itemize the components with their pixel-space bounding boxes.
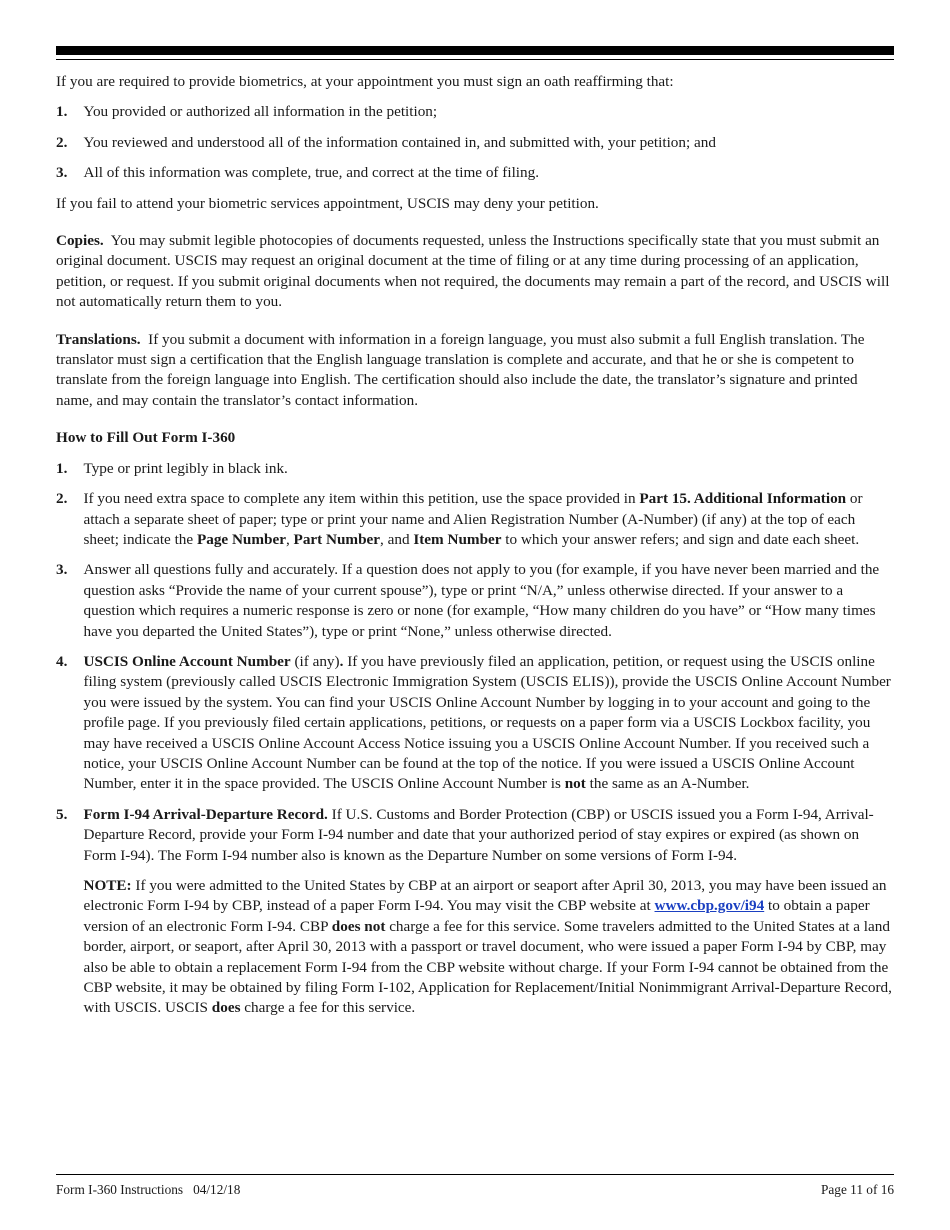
list-item-text: All of this information was complete, true, and correct at the time of filing.	[83, 164, 539, 182]
item-bold-text: not	[564, 775, 586, 793]
item-bold-text: Form I-94 Arrival-Departure Record.	[83, 805, 328, 823]
biometrics-intro: If you are required to provide biometrics, at your appointment you must sign an oath reaffirming that:	[56, 73, 674, 90]
page-footer	[56, 1182, 894, 1198]
header-thin-rule	[56, 59, 894, 60]
item-text: the same as an A-Number.	[585, 775, 750, 793]
item-text: charge a fee for this service. Some travelers admitted to the United States at a land border, airport, or seaport, after April 30, 2013 with a passport or travel document, who were issued a paper Form I-94 by CBP, may also be able to obtain a replacement Form I-94 from the CBP website without charge. If your Form I-94 cannot be obtained from the CBP website, it may be obtained by filing Form I-102, Application for Replacement/Initial Nonimmigrant Arrival-Departure Record, with USCIS. USCIS	[83, 917, 892, 1017]
copies-heading: Copies.	[56, 232, 104, 250]
list-item	[56, 459, 894, 479]
item-text: , and	[380, 530, 414, 548]
list-item-text: Type or print legibly in black ink.	[83, 459, 288, 477]
list-item-number: 4.	[56, 652, 68, 670]
item-text: If U.S. Customs and Border Protection (CBP) or USCIS issued you a Form I-94, Arrival-Departure Record, provide your Form I-94 number and date that your authorized period of stay expires or expired (as shown on Form I-94). The Form I-94 number also is known as the Departure Number on some versions of Form I-94.	[83, 805, 874, 864]
list-item	[56, 560, 894, 642]
cbp-i94-link[interactable]: www.cbp.gov/i94	[654, 897, 765, 915]
list-item-number: 1.	[56, 459, 68, 477]
footer-rule	[56, 1174, 894, 1175]
copies-text: You may submit legible photocopies of documents requested, unless the Instructions specifically state that you must submit an original document. USCIS may request an original document at the time of filing or at any time during processing of an application, petition, or request. If you submit original documents when not required, the documents may remain a part of the record, and USCIS will not automatically return them to you.	[56, 232, 890, 311]
translations-text: If you submit a document with information in a foreign language, you must also submit a full English translation. The translator must sign a certification that the English language translation is complete and accurate, and that he or she is competent to translate from the foreign language into English. The certification should also include the date, the translator’s signature and printed name, and may contain the translator’s contact information.	[56, 330, 865, 409]
item-text: to which your answer refers; and sign and date each sheet.	[501, 530, 860, 548]
i94-paragraph	[84, 805, 895, 866]
list-item	[56, 652, 894, 795]
footer-form-date: 04/12/18	[193, 1182, 241, 1197]
item-bold-text: Page Number	[196, 530, 286, 548]
item-bold-text: Part 15. Additional Information	[639, 490, 847, 508]
item-bold-text: Item Number	[413, 530, 502, 548]
item-text: to obtain a paper version of an electronic Form I-94. CBP	[83, 897, 870, 935]
header-thick-rule	[56, 46, 894, 55]
list-item	[56, 102, 894, 122]
page-content	[56, 72, 894, 1029]
list-item	[56, 163, 894, 183]
list-item-number: 1.	[56, 103, 68, 121]
translations-paragraph	[56, 330, 894, 412]
list-item-text: You reviewed and understood all of the information contained in, and submitted with, your petition; and	[83, 133, 716, 151]
item-text: ,	[285, 530, 294, 548]
list-item-number: 5.	[56, 805, 68, 823]
list-item-number: 3.	[56, 164, 68, 182]
note-label: NOTE:	[83, 877, 132, 894]
item-text: If you need extra space to complete any item within this petition, use the space provided in	[83, 490, 640, 508]
note-paragraph	[84, 876, 895, 1019]
item-bold-text: does	[211, 999, 241, 1017]
biometrics-fail-notice: If you fail to attend your biometric services appointment, USCIS may deny your petition.	[56, 194, 599, 212]
list-item-text: You provided or authorized all information in the petition;	[83, 103, 438, 121]
item-bold-text: Part Number	[293, 530, 381, 548]
list-item	[56, 805, 894, 1019]
list-item	[56, 133, 894, 153]
item-text: If you have previously filed an application, petition, or request using the USCIS online filing system (previously called USCIS Electronic Immigration System (USCIS ELIS)), provide the USCIS Online Account Number you were issued by the system. You can find your USCIS Online Account Number by logging in to your account and going to the profile page. If you previously filed certain applications, petitions, or requests on a paper form via a USCIS Lockbox facility, you may have received a USCIS Online Account Access Notice issuing you a USCIS Online Account Number. If you received such a notice, your USCIS Online Account Number can be found at the top of the notice. If you were issued a USCIS Online Account Number, enter it in the space provided. The USCIS Online Account Number is	[83, 652, 891, 793]
item-text: or attach a separate sheet of paper; type or print your name and Alien Registration Number (A-Number) (if any) at the top of each sheet; indicate the	[83, 490, 863, 548]
item-bold-text: .	[339, 652, 344, 670]
item-text: charge a fee for this service.	[240, 999, 416, 1017]
translations-heading: Translations.	[56, 330, 141, 348]
list-item-number: 2.	[56, 133, 68, 151]
item-text: (if any)	[290, 652, 340, 670]
item-bold-text: does not	[331, 917, 386, 935]
copies-paragraph	[56, 231, 894, 313]
list-item	[56, 489, 894, 550]
item-bold-text: USCIS Online Account Number	[83, 652, 291, 670]
footer-form-name: Form I-360 Instructions	[56, 1182, 184, 1197]
footer-page-number: Page 11 of 16	[821, 1182, 894, 1197]
footer-form-id	[56, 1182, 240, 1198]
list-item-number: 2.	[56, 490, 68, 508]
list-item-number: 3.	[56, 561, 68, 579]
list-item-text: Answer all questions fully and accurately. If a question does not apply to you (for example, if you have never been married and the question asks “Provide the name of your current spouse”), type or print “N/A,” unless otherwise directed. If your answer to a question which requires a numeric response is zero or none (for example, “How many children do you have” or “How many times have you departed the United States”), type or print “None,” unless otherwise directed.	[83, 561, 880, 640]
section-heading: How to Fill Out Form I-360	[56, 429, 236, 447]
item-text: If you were admitted to the United States by CBP at an airport or seaport after April 30, 2013, you may have been issued an electronic Form I-94 by CBP, instead of a paper Form I-94. You may visit the CBP website at	[83, 877, 887, 915]
